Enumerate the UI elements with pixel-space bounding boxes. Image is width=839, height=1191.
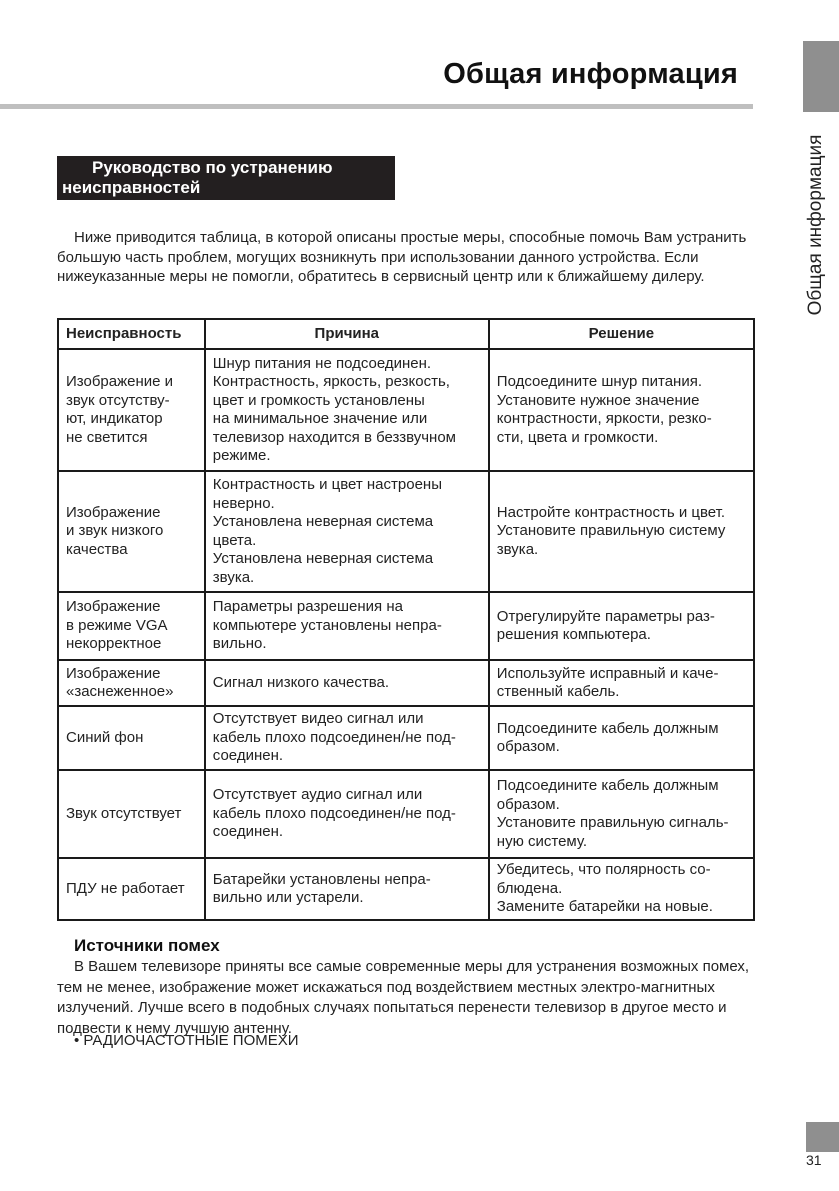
problem-cell — [58, 770, 205, 858]
solution-cell — [489, 660, 754, 706]
cell-text-line: ПДУ не работает — [66, 879, 185, 897]
problem-cell — [58, 858, 205, 920]
title-divider — [0, 104, 753, 109]
cell-text-line: Изображение — [66, 664, 161, 682]
table-row — [58, 349, 754, 471]
cell-text-line: Сигнал низкого качества. — [212, 673, 390, 691]
section-heading — [57, 156, 395, 200]
cell-text-line: звука. — [496, 540, 539, 558]
side-label-text: Общая информация — [805, 134, 826, 316]
cell-text-line: вильно. — [212, 635, 267, 653]
problem-cell — [58, 706, 205, 770]
cell-text-line: сти, цвета и громкости. — [496, 428, 659, 446]
cell-text-line: Контрастность, яркость, резкость, — [212, 373, 450, 390]
cell-text-line: Контрастность и цвет настроены — [212, 476, 442, 493]
cell-text-line: неверно. — [212, 494, 275, 512]
cell-text-line: Отсутствует аудио сигнал или — [212, 786, 423, 804]
cell-text-line: компьютере установлены непра- — [212, 616, 442, 634]
cell-text-line: Синий фон — [66, 728, 144, 746]
table-row — [58, 770, 754, 858]
column-header-solution: Решение — [489, 319, 754, 349]
table-row — [58, 471, 754, 592]
page-number: 31 — [806, 1152, 822, 1168]
cell-text-line: Изображение и — [66, 373, 174, 390]
cell-text-line: Подсоедините кабель должным — [496, 719, 719, 737]
solution-cell — [489, 706, 754, 770]
cell-text-line: Подсоедините шнур питания. — [496, 373, 703, 390]
cell-text-line: «заснеженное» — [66, 683, 174, 700]
cell-text-line: Изображение — [66, 598, 161, 616]
cell-text-line: Шнур питания не подсоединен. — [212, 354, 432, 372]
cell-text-line: Отрегулируйте параметры раз- — [496, 607, 715, 625]
cell-text-line: не светится — [66, 428, 148, 446]
page-title: Общая информация — [443, 58, 738, 90]
cell-text-line: ную систему. — [496, 832, 588, 850]
cell-text-line: и звук низкого — [66, 522, 164, 540]
cell-text-line: Замените батарейки на новые. — [496, 898, 713, 916]
section-heading-line1: Руководство по устранению — [92, 158, 333, 177]
cause-cell — [205, 706, 489, 770]
cell-text-line: цвета. — [212, 531, 257, 549]
cell-text-line: цвет и громкость установлены — [212, 391, 425, 409]
cell-text-line: Звук отсутствует — [66, 804, 182, 822]
cell-text-line: Установите правильную сигналь- — [496, 814, 729, 831]
cause-cell — [205, 660, 489, 706]
problem-cell — [58, 592, 205, 660]
footer-tab-marker — [806, 1122, 839, 1152]
table-row — [58, 592, 754, 660]
cell-text-line: качества — [66, 540, 128, 558]
column-header-problem: Неисправность — [58, 319, 205, 349]
cell-text-line: режиме. — [212, 447, 271, 464]
cell-text-line: блюдена. — [496, 879, 563, 897]
side-tab-marker — [803, 41, 839, 112]
cell-text-line: ственный кабель. — [496, 683, 620, 700]
interference-bullet: • РАДИОЧАСТОТНЫЕ ПОМЕХИ — [74, 1032, 299, 1049]
solution-cell — [489, 471, 754, 592]
cell-text-line: Параметры разрешения на — [212, 598, 403, 616]
cell-text-line: Установите нужное значение — [496, 391, 700, 409]
table-row — [58, 858, 754, 920]
table-row — [58, 706, 754, 770]
cell-text-line: звук отсутству- — [66, 391, 170, 409]
cell-text-line: Установлена неверная система — [212, 550, 434, 567]
cause-cell — [205, 592, 489, 660]
column-header-cause: Причина — [205, 319, 489, 349]
cell-text-line: некорректное — [66, 635, 162, 653]
cell-text-line: Батарейки установлены непра- — [212, 870, 431, 888]
problem-cell — [58, 660, 205, 706]
troubleshooting-table — [57, 318, 755, 921]
cell-text-line: кабель плохо подсоединен/не под- — [212, 804, 456, 822]
cell-text-line: образом. — [496, 795, 560, 813]
side-section-label — [805, 130, 831, 320]
cell-text-line: Изображение — [66, 503, 161, 521]
intro-paragraph: Ниже приводится таблица, в которой описаны простые меры, способные помочь Вам устранить большую часть проблем, могущих возникнуть при использовании данного устройства. Если нижеуказанные меры не помогли, обратитесь в сервисный центр или к ближайшему дилеру. — [57, 229, 747, 285]
table-header-row — [58, 319, 754, 349]
table-row — [58, 660, 754, 706]
cell-text-line: вильно или устарели. — [212, 889, 364, 906]
cell-text-line: решения компьютера. — [496, 626, 651, 643]
problem-cell — [58, 471, 205, 592]
solution-cell — [489, 770, 754, 858]
cell-text-line: Установлена неверная система — [212, 513, 434, 530]
cell-text-line: ют, индикатор — [66, 410, 163, 427]
cell-text-line: соединен. — [212, 823, 284, 841]
cell-text-line: на минимальное значение или — [212, 410, 428, 427]
cause-cell — [205, 858, 489, 920]
cause-cell — [205, 770, 489, 858]
cause-cell — [205, 471, 489, 592]
cell-text-line: Убедитесь, что полярность со- — [496, 861, 711, 879]
cell-text-line: кабель плохо подсоединен/не под- — [212, 728, 456, 746]
cell-text-line: Используйте исправный и каче- — [496, 664, 719, 682]
cell-text-line: Установите правильную систему — [496, 522, 726, 540]
interference-paragraph: В Вашем телевизоре приняты все самые современные меры для устранения возможных помех, тем не менее, изображение может искажаться под воздействием местных электро-магнитных излучений. Лучше всего в подобных случаях попытаться перенести телевизор в другое место и подвести к нему лучшую антенну. — [57, 958, 750, 1037]
cell-text-line: в режиме VGA — [66, 616, 168, 634]
cell-text-line: телевизор находится в беззвучном — [212, 428, 456, 446]
solution-cell — [489, 349, 754, 471]
cell-text-line: соединен. — [212, 747, 284, 765]
solution-cell — [489, 858, 754, 920]
cell-text-line: Отсутствует видео сигнал или — [212, 710, 424, 728]
solution-cell — [489, 592, 754, 660]
interference-heading: Источники помех — [74, 936, 220, 955]
problem-cell — [58, 349, 205, 471]
cell-text-line: Настройте контрастность и цвет. — [496, 503, 726, 521]
cell-text-line: звука. — [212, 568, 255, 586]
cell-text-line: образом. — [496, 738, 560, 755]
cell-text-line: контрастности, яркости, резко- — [496, 410, 712, 427]
cause-cell — [205, 349, 489, 471]
section-heading-line2: неисправностей — [62, 178, 201, 197]
cell-text-line: Подсоедините кабель должным — [496, 777, 719, 794]
